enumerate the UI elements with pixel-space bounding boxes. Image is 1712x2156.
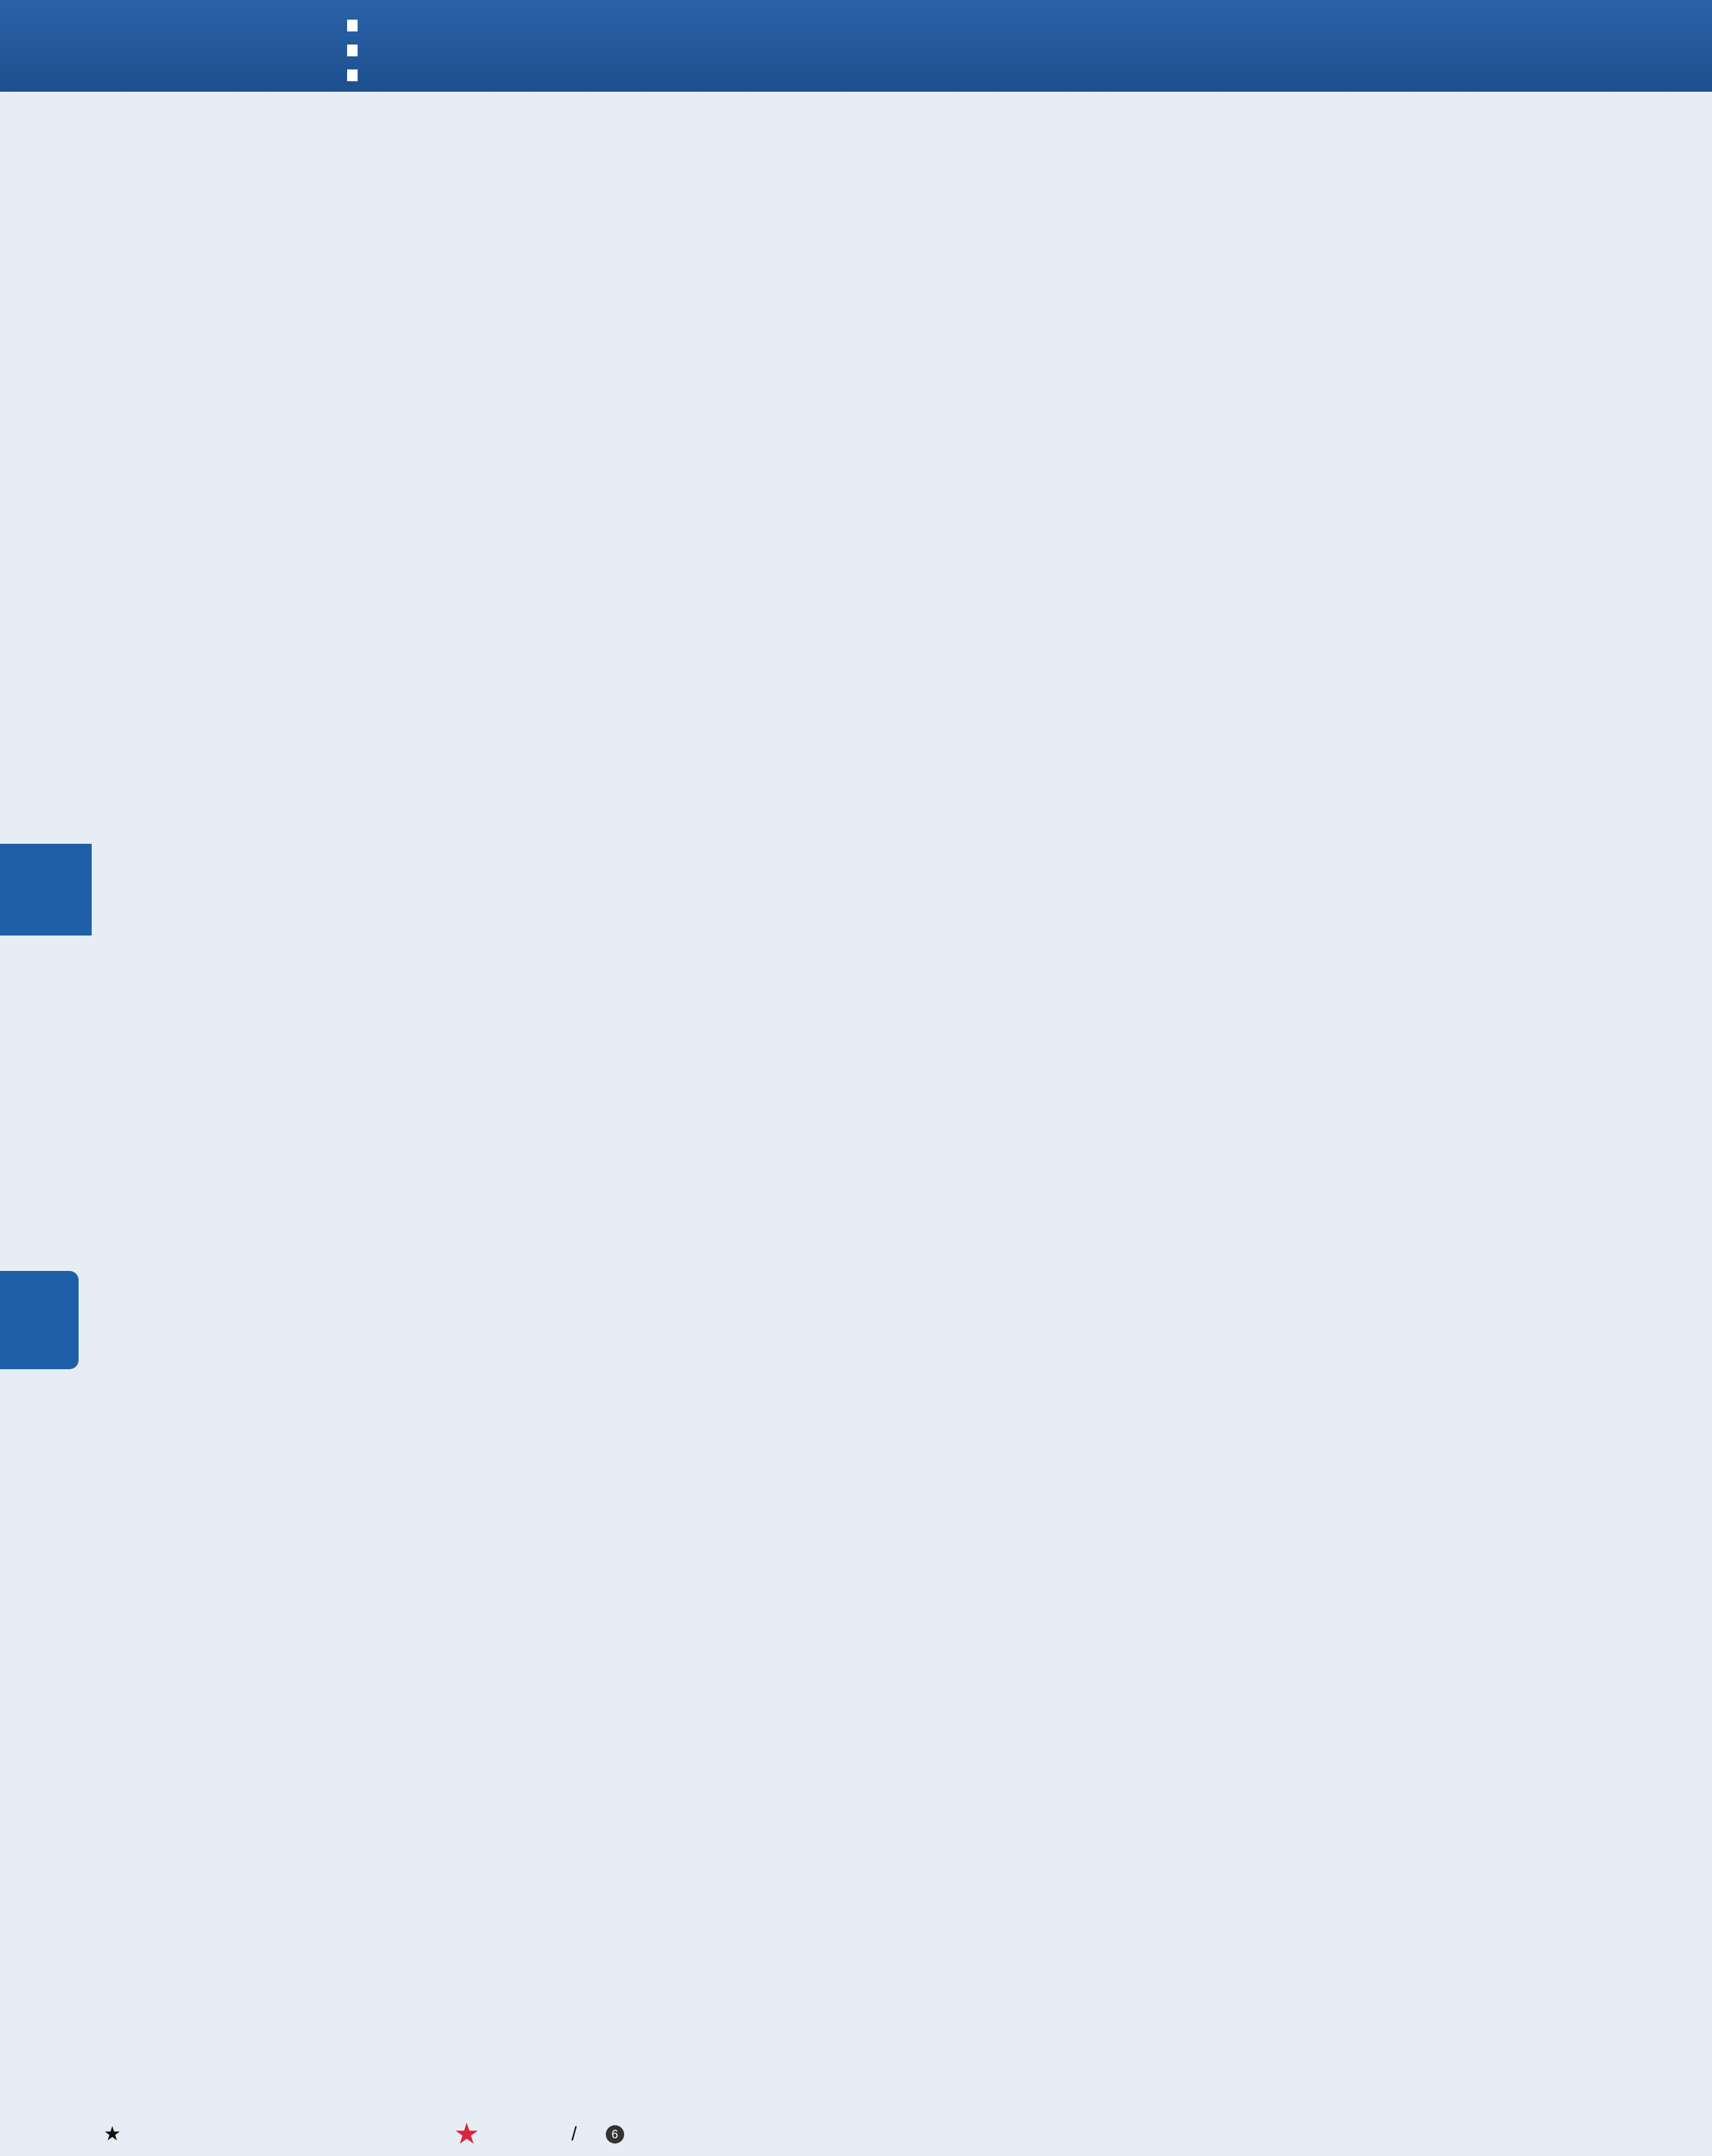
page-footer: ★ ★ / 6 bbox=[0, 2112, 1712, 2156]
hour-marker-2015 bbox=[0, 844, 92, 936]
header-dots bbox=[347, 20, 358, 81]
moviestar-logo-icon: ★ bbox=[453, 2118, 480, 2150]
page-header bbox=[0, 0, 1712, 92]
side-day-tab bbox=[0, 1271, 79, 1369]
age-icon: 6 bbox=[606, 2125, 624, 2144]
time-column bbox=[0, 92, 92, 2109]
star-icon: ★ bbox=[103, 2123, 121, 2145]
